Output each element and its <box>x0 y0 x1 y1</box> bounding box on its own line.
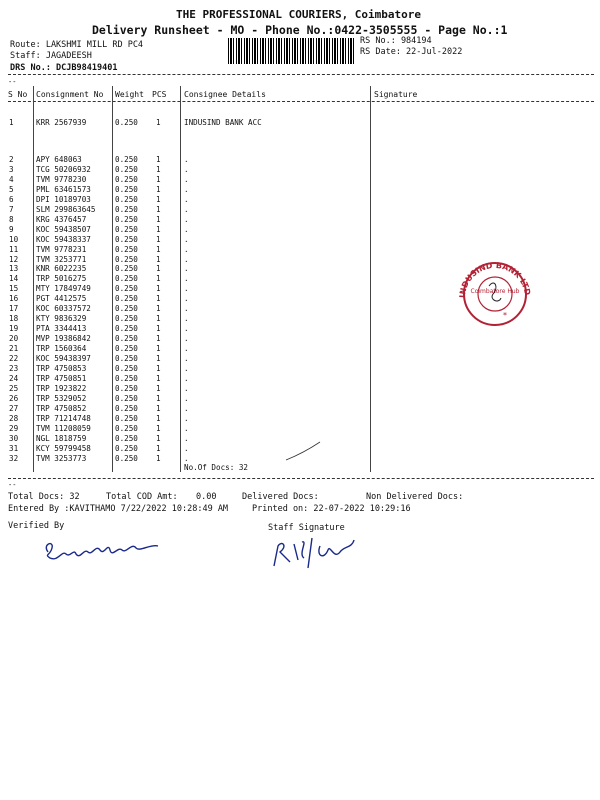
cell-weight: 0.250 <box>115 234 138 244</box>
cell-weight: 0.250 <box>115 214 138 224</box>
cell-sno: 9 <box>9 224 14 234</box>
cell-weight: 0.250 <box>115 274 138 284</box>
cell-sno: 3 <box>9 164 14 174</box>
total-cod-label: Total COD Amt: <box>106 492 178 502</box>
cell-consignment: TRP 1560364 <box>36 344 87 354</box>
non-delivered-docs: Non Delivered Docs: <box>366 492 464 502</box>
cell-consignment: KCY 59799458 <box>36 443 91 453</box>
cell-pcs: 1 <box>156 118 161 127</box>
cell-consignment: KOC 59438507 <box>36 224 91 234</box>
cell-weight: 0.250 <box>115 334 138 344</box>
cell-consignee: . <box>184 324 189 334</box>
col-header-weight: Weight <box>115 90 144 99</box>
cell-sno: 11 <box>9 244 19 254</box>
no-of-docs: No.Of Docs: 32 <box>184 463 249 472</box>
cell-pcs: 1 <box>156 344 161 354</box>
cell-pcs: 1 <box>156 234 161 244</box>
column-line <box>112 86 113 472</box>
cell-pcs: 1 <box>156 324 161 334</box>
cell-consignment: SLM 299863645 <box>36 204 96 214</box>
cell-sno: 21 <box>9 344 19 354</box>
cell-consignee: . <box>184 155 189 164</box>
cell-consignment: TRP 1923822 <box>36 383 87 393</box>
cell-consignment: KOC 59438337 <box>36 234 91 244</box>
col-header-pcs: PCS <box>152 90 167 99</box>
cell-weight: 0.250 <box>115 324 138 334</box>
bank-stamp-icon <box>455 258 535 328</box>
cell-consignee: . <box>184 413 189 423</box>
cell-pcs: 1 <box>156 274 161 284</box>
cell-consignment: TVM 3253771 <box>36 254 87 264</box>
cell-weight: 0.250 <box>115 344 138 354</box>
cell-sno: 26 <box>9 393 19 403</box>
cell-consignee: . <box>184 184 189 194</box>
cell-sno: 25 <box>9 383 19 393</box>
cell-weight: 0.250 <box>115 393 138 403</box>
cell-consignee: . <box>184 344 189 354</box>
route-label: Route: LAKSHMI MILL RD PC4 <box>10 40 144 50</box>
cell-pcs: 1 <box>156 254 161 264</box>
cell-sno: 22 <box>9 354 19 363</box>
cell-weight: 0.250 <box>115 224 138 234</box>
cell-consignment: APY 648063 <box>36 155 82 164</box>
cell-consignee: . <box>184 294 189 304</box>
divider-marker: -- <box>8 78 17 86</box>
cell-consignee: . <box>184 314 189 324</box>
cell-pcs: 1 <box>156 214 161 224</box>
cell-sno: 19 <box>9 324 19 334</box>
cell-weight: 0.250 <box>115 118 138 127</box>
cell-weight: 0.250 <box>115 294 138 304</box>
cell-weight: 0.250 <box>115 453 138 463</box>
cell-consignment: NGL 1818759 <box>36 433 87 443</box>
cell-pcs: 1 <box>156 433 161 443</box>
svg-text:*: * <box>503 311 507 320</box>
cell-pcs: 1 <box>156 453 161 463</box>
cell-weight: 0.250 <box>115 443 138 453</box>
pen-mark <box>284 440 324 464</box>
cell-consignee: . <box>184 214 189 224</box>
cell-consignee: . <box>184 354 189 363</box>
cell-sno: 29 <box>9 423 19 433</box>
cell-consignment: TRP 71214748 <box>36 413 91 423</box>
cell-consignment: PTA 3344413 <box>36 324 87 334</box>
cell-sno: 17 <box>9 304 19 314</box>
cell-consignee: . <box>184 204 189 214</box>
cell-weight: 0.250 <box>115 383 138 393</box>
cell-pcs: 1 <box>156 354 161 363</box>
cell-sno: 10 <box>9 234 19 244</box>
cell-consignment: TVM 9778230 <box>36 174 87 184</box>
cell-pcs: 1 <box>156 334 161 344</box>
entered-by: Entered By :KAVITHAMO 7/22/2022 10:28:49 AM <box>8 504 229 514</box>
cell-consignment: PML 63461573 <box>36 184 91 194</box>
cell-sno: 27 <box>9 403 19 413</box>
cell-pcs: 1 <box>156 423 161 433</box>
stamp-text: INDUSIND BANK LTD. <box>457 260 533 299</box>
cell-weight: 0.250 <box>115 423 138 433</box>
cell-weight: 0.250 <box>115 433 138 443</box>
cell-sno: 32 <box>9 453 19 463</box>
cell-consignment: KOC 60337572 <box>36 304 91 314</box>
cell-weight: 0.250 <box>115 164 138 174</box>
cell-weight: 0.250 <box>115 174 138 184</box>
column-line <box>33 86 34 472</box>
cell-sno: 5 <box>9 184 14 194</box>
cell-consignee: . <box>184 423 189 433</box>
cell-weight: 0.250 <box>115 184 138 194</box>
col-header-signature: Signature <box>374 90 418 99</box>
cell-consignment: TVM 11208059 <box>36 423 91 433</box>
cell-sno: 16 <box>9 294 19 304</box>
cell-consignment: KRG 4376457 <box>36 214 87 224</box>
cell-consignee: . <box>184 174 189 184</box>
cell-pcs: 1 <box>156 174 161 184</box>
cell-sno: 8 <box>9 214 14 224</box>
cell-consignee: . <box>184 164 189 174</box>
delivered-docs: Delivered Docs: <box>242 492 319 502</box>
cell-weight: 0.250 <box>115 373 138 383</box>
footer-divider <box>8 478 594 479</box>
col-header-consignee: Consignee Details <box>184 90 266 99</box>
cell-sno: 24 <box>9 373 19 383</box>
verified-signature <box>40 530 170 570</box>
staff-signature-label: Staff Signature <box>268 523 345 533</box>
verified-by-label: Verified By <box>8 521 65 531</box>
cell-consignee: . <box>184 224 189 234</box>
cell-consignee: . <box>184 234 189 244</box>
cell-weight: 0.250 <box>115 403 138 413</box>
cell-consignee: . <box>184 334 189 344</box>
cell-consignee: INDUSIND BANK ACC <box>184 118 262 127</box>
cell-sno: 23 <box>9 363 19 373</box>
cell-consignee: . <box>184 393 189 403</box>
col-header-consignment: Consignment No <box>36 90 104 99</box>
cell-sno: 30 <box>9 433 19 443</box>
cell-weight: 0.250 <box>115 264 138 274</box>
cell-pcs: 1 <box>156 284 161 294</box>
cell-pcs: 1 <box>156 443 161 453</box>
rs-date: RS Date: 22-Jul-2022 <box>360 47 463 57</box>
cell-sno: 12 <box>9 254 19 264</box>
cell-consignment: MVP 19386842 <box>36 334 91 344</box>
cell-consignee: . <box>184 433 189 443</box>
cell-consignee: . <box>184 383 189 393</box>
cell-pcs: 1 <box>156 314 161 324</box>
cell-weight: 0.250 <box>115 254 138 264</box>
cell-weight: 0.250 <box>115 204 138 214</box>
cell-consignment: TRP 5329052 <box>36 393 87 403</box>
cell-weight: 0.250 <box>115 314 138 324</box>
cell-consignment: DPI 10189703 <box>36 194 91 204</box>
cell-pcs: 1 <box>156 184 161 194</box>
col-header-sno: S No <box>8 90 28 99</box>
cell-consignment: MTY 17849749 <box>36 284 91 294</box>
cell-consignment: TVM 9778231 <box>36 244 87 254</box>
cell-consignee: . <box>184 403 189 413</box>
cell-pcs: 1 <box>156 264 161 274</box>
cell-sno: 18 <box>9 314 19 324</box>
cell-weight: 0.250 <box>115 413 138 423</box>
cell-consignment: TVM 3253773 <box>36 453 87 463</box>
cell-consignment: PGT 4412575 <box>36 294 87 304</box>
cell-pcs: 1 <box>156 164 161 174</box>
runsheet-subtitle: Delivery Runsheet - MO - Phone No.:0422-3505555 - Page No.:1 <box>92 23 508 37</box>
cell-consignee: . <box>184 363 189 373</box>
cell-consignee: . <box>184 284 189 294</box>
cell-weight: 0.250 <box>115 284 138 294</box>
header-divider <box>8 101 594 102</box>
cell-weight: 0.250 <box>115 155 138 164</box>
cell-consignment: KNR 6022235 <box>36 264 87 274</box>
cell-pcs: 1 <box>156 204 161 214</box>
cell-weight: 0.250 <box>115 244 138 254</box>
cell-weight: 0.250 <box>115 354 138 363</box>
drs-number: DRS No.: DCJB98419401 <box>10 63 118 73</box>
cell-sno: 1 <box>9 118 14 127</box>
cell-consignment: KTY 9836329 <box>36 314 87 324</box>
cell-consignee: . <box>184 274 189 284</box>
cell-consignee: . <box>184 373 189 383</box>
cell-consignment: TRP 4750851 <box>36 373 87 383</box>
cell-pcs: 1 <box>156 304 161 314</box>
cell-pcs: 1 <box>156 244 161 254</box>
cell-consignee: . <box>184 453 189 463</box>
cell-consignment: TCG 50206932 <box>36 164 91 174</box>
printed-on: Printed on: 22-07-2022 10:29:16 <box>252 504 411 514</box>
cell-pcs: 1 <box>156 383 161 393</box>
cell-sno: 4 <box>9 174 14 184</box>
cell-sno: 20 <box>9 334 19 344</box>
cell-consignment: KRR 2567939 <box>36 118 87 127</box>
cell-sno: 6 <box>9 194 14 204</box>
cell-pcs: 1 <box>156 373 161 383</box>
cell-weight: 0.250 <box>115 194 138 204</box>
cell-consignee: . <box>184 443 189 453</box>
cell-sno: 28 <box>9 413 19 423</box>
column-line <box>180 86 181 472</box>
cell-consignment: TRP 4750853 <box>36 363 87 373</box>
cell-pcs: 1 <box>156 155 161 164</box>
cell-pcs: 1 <box>156 403 161 413</box>
column-line <box>370 86 371 472</box>
cell-pcs: 1 <box>156 393 161 403</box>
total-docs: Total Docs: 32 <box>8 492 80 502</box>
cell-pcs: 1 <box>156 363 161 373</box>
cell-pcs: 1 <box>156 224 161 234</box>
total-cod-value: 0.00 <box>196 492 217 502</box>
staff-signature <box>268 532 368 572</box>
cell-weight: 0.250 <box>115 304 138 314</box>
cell-sno: 14 <box>9 274 19 284</box>
cell-sno: 15 <box>9 284 19 294</box>
cell-weight: 0.250 <box>115 363 138 373</box>
cell-sno: 7 <box>9 204 14 214</box>
cell-consignee: . <box>184 244 189 254</box>
stamp-inner-text: Coimbatore Hub <box>470 288 520 295</box>
cell-sno: 31 <box>9 443 19 453</box>
cell-consignee: . <box>184 304 189 314</box>
staff-label: Staff: JAGADEESH <box>10 51 92 61</box>
cell-consignee: . <box>184 264 189 274</box>
cell-sno: 13 <box>9 264 19 274</box>
barcode-icon <box>228 38 356 64</box>
cell-consignment: TRP 5016275 <box>36 274 87 284</box>
cell-consignment: TRP 4750852 <box>36 403 87 413</box>
cell-consignee: . <box>184 194 189 204</box>
rs-number: RS No.: 984194 <box>360 36 432 46</box>
divider <box>8 74 594 75</box>
cell-pcs: 1 <box>156 194 161 204</box>
company-title: THE PROFESSIONAL COURIERS, Coimbatore <box>176 8 422 21</box>
cell-consignee: . <box>184 254 189 264</box>
divider-marker: -- <box>8 481 17 489</box>
cell-sno: 2 <box>9 155 14 164</box>
cell-pcs: 1 <box>156 294 161 304</box>
cell-consignment: KOC 59438397 <box>36 354 91 363</box>
cell-pcs: 1 <box>156 413 161 423</box>
